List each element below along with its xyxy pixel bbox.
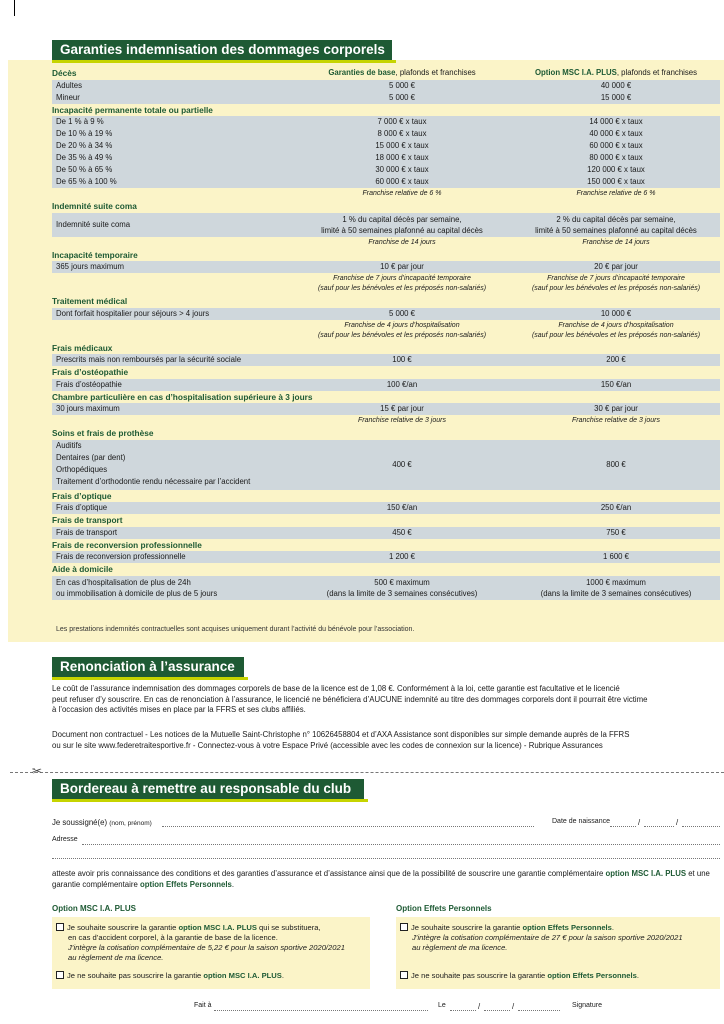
- soussigne-hint: (nom, prénom): [109, 820, 152, 827]
- option-text: .: [636, 971, 639, 980]
- table-footnote: Les prestations indemnités contractuelles sont acquises uniquement durant l’activité du bénévole pour l’association.: [56, 626, 415, 633]
- franchise-row: [52, 320, 720, 342]
- category-row: [52, 563, 720, 576]
- table-row: [52, 92, 720, 104]
- option-franchise: Franchise relative de 3 jours: [572, 417, 660, 424]
- option-text: .: [611, 923, 615, 932]
- option-value: 150 000 € x taux: [587, 177, 645, 186]
- place-field[interactable]: [214, 1010, 428, 1011]
- option-value: 800 €: [606, 459, 626, 469]
- row-label: Indemnité suite coma: [56, 219, 131, 229]
- attest-option-name: option MSC I.A. PLUS: [605, 869, 687, 878]
- section-title-renonciation: Renonciation à l’assurance: [52, 657, 244, 677]
- table-row: [52, 128, 720, 140]
- col-header-base: [292, 67, 512, 80]
- attest-option-name: option Effets Personnels: [139, 880, 232, 889]
- birth-year-field[interactable]: [682, 826, 720, 827]
- base-franchise: [292, 274, 512, 294]
- table-row: [52, 308, 720, 320]
- option-franchise-line: Franchise de 4 jours d’hospitalisation: [558, 321, 674, 329]
- attest-text: et une: [686, 869, 710, 878]
- category-label: Traitement médical: [52, 296, 128, 306]
- option-line: au règlement de ma licence.: [412, 943, 508, 952]
- row-label: De 1 % à 9 %: [56, 117, 104, 126]
- row-label: [56, 440, 250, 488]
- option-msc-yes[interactable]: [56, 923, 321, 933]
- base-value-line: 1 % du capital décès par semaine,: [342, 214, 462, 224]
- base-franchise: [292, 321, 512, 341]
- option-effets-title: Option Effets Personnels: [396, 904, 492, 913]
- option-name: option MSC I.A. PLUS: [203, 971, 282, 980]
- category-label: Indemnité suite coma: [52, 201, 137, 211]
- option-value: [512, 577, 720, 599]
- paragraph-line: à l’occasion des activités mises en place par la FFRS et ses clubs affiliés.: [52, 705, 306, 714]
- base-value: 30 000 € x taux: [375, 165, 429, 174]
- row-label: Dont forfait hospitalier pour séjours > 4 jours: [56, 308, 210, 318]
- option-line: J’intègre la cotisation complémentaire de 5,22 € pour la saison sportive 2020/2021: [68, 943, 345, 952]
- option-value: 10 000 €: [600, 308, 632, 318]
- franchise-row: [52, 237, 720, 249]
- renonciation-paragraph: [52, 684, 712, 716]
- date-separator: /: [512, 1002, 515, 1011]
- option-franchise: Franchise de 14 jours: [582, 238, 650, 246]
- cut-line: [10, 772, 724, 773]
- option-value-line: 2 % du capital décès par semaine,: [556, 214, 676, 224]
- category-label: Incapacité permanente totale ou partielle: [52, 104, 213, 115]
- option-value: 150 €/an: [600, 379, 632, 389]
- scissors-icon: ✂: [32, 764, 43, 778]
- franchise-row: [52, 188, 720, 200]
- row-label: [56, 577, 217, 599]
- option-msc-title: Option MSC I.A. PLUS: [52, 904, 136, 913]
- attest-text: atteste avoir pris connaissance des conditions et des garanties d’assurance et d’assistance ainsi que de la possibilité de souscrire une garantie complémentaire: [52, 869, 606, 878]
- option-franchise: [512, 321, 720, 341]
- option-effets-box: [396, 917, 720, 989]
- attest-text: garantie complémentaire: [52, 880, 140, 889]
- base-franchise-line: (sauf pour les bénévoles et les préposés non-salariés): [317, 331, 487, 339]
- option-franchise-line: (sauf pour les bénévoles et les préposés non-salariés): [531, 285, 701, 292]
- row-label-line: ou immobilisation à domicile de plus de 5 jours: [56, 588, 218, 598]
- attest-text: .: [231, 880, 234, 889]
- option-name: option MSC I.A. PLUS: [178, 923, 257, 932]
- franchise-row: [52, 273, 720, 295]
- base-value-line: 500 € maximum: [374, 577, 430, 587]
- paragraph-line: ou sur le site www.federetraitesportive.fr - Connectez-vous à votre Espace Privé (accessible avec les codes de connexion sur la licence) - Rubrique Assurances: [52, 740, 603, 750]
- row-label: De 10 % à 19 %: [56, 129, 113, 138]
- row-label: Frais d’ostéopathie: [56, 379, 122, 389]
- category-label: Aide à domicile: [52, 564, 113, 574]
- option-franchise-line: Franchise de 7 jours d’incapacité temporaire: [547, 275, 685, 282]
- option-text: Je souhaite souscrire la garantie: [411, 923, 523, 932]
- birth-day-field[interactable]: [610, 826, 636, 827]
- crop-mark: [14, 0, 15, 16]
- table-row: [52, 551, 720, 563]
- base-franchise: Franchise relative de 6 %: [362, 190, 442, 197]
- category-label: Incapacité temporaire: [52, 249, 138, 260]
- category-label: Frais d’optique: [52, 490, 112, 501]
- date-separator: /: [676, 818, 679, 827]
- table-row: [52, 152, 720, 164]
- checkbox[interactable]: [400, 923, 408, 931]
- table-row: [52, 176, 720, 188]
- row-label-line: En cas d’hospitalisation de plus de 24h: [56, 577, 191, 587]
- option-value: 60 000 € x taux: [589, 141, 643, 150]
- option-value: 40 000 € x taux: [589, 129, 643, 138]
- row-label: 365 jours maximum: [56, 262, 125, 271]
- base-franchise-line: Franchise de 4 jours d’hospitalisation: [344, 321, 460, 329]
- option-value: 120 000 € x taux: [587, 165, 645, 174]
- row-label: Mineur: [56, 92, 80, 102]
- category-row: [52, 104, 720, 117]
- paragraph-line: Document non contractuel - Les notices de la Mutuelle Saint-Christophe n° 10626458804 et d’AXA Assistance sont disponibles sur simple demande auprès de la FFRS: [52, 730, 630, 739]
- address-field-line2[interactable]: [52, 858, 720, 859]
- col-header-base-bold: Garanties de base: [328, 68, 396, 77]
- col-header-base-rest: , plafonds et franchises: [395, 68, 476, 77]
- row-label: De 50 % à 65 %: [56, 165, 113, 174]
- category-deces: Décès: [52, 68, 77, 78]
- row-label: Adultes: [56, 80, 83, 90]
- option-msc-no[interactable]: [56, 971, 284, 981]
- option-value: 40 000 €: [600, 80, 632, 90]
- table-row: [52, 354, 720, 366]
- paragraph-line: Le coût de l’assurance indemnisation des dommages corporels de base de la licence est de 1,08 €. Conformément à la loi, cette garantie est facultative et le licencié: [52, 684, 620, 693]
- col-header-option-bold: Option MSC I.A. PLUS: [534, 68, 617, 77]
- franchise-row: [52, 415, 720, 427]
- base-franchise-line: (sauf pour les bénévoles et les préposés non-salariés): [317, 285, 487, 292]
- signature-label: Signature: [572, 1002, 602, 1009]
- table-row: [52, 140, 720, 152]
- base-value: 400 €: [392, 459, 412, 469]
- table-header-row: [52, 67, 720, 80]
- row-label-line: Orthopédiques: [56, 464, 108, 474]
- row-label: Frais de reconversion professionnelle: [56, 552, 186, 561]
- base-value: 5 000 €: [388, 80, 415, 90]
- category-row: [52, 539, 720, 552]
- row-label: Frais de transport: [56, 527, 118, 537]
- category-label: Frais de transport: [52, 515, 123, 525]
- table-row: [52, 440, 720, 490]
- option-value: 14 000 € x taux: [589, 117, 643, 126]
- table-row: [52, 80, 720, 92]
- base-value-line: limité à 50 semaines plafonné au capital décès: [321, 225, 483, 235]
- checkbox[interactable]: [400, 971, 408, 979]
- category-row: [52, 490, 720, 503]
- category-label: Soins et frais de prothèse: [52, 428, 154, 438]
- attestation-line: [52, 879, 722, 890]
- option-line: au règlement de ma licence.: [68, 953, 164, 962]
- date-naissance-label: Date de naissance: [552, 818, 610, 825]
- base-value: 10 € par jour: [380, 262, 424, 271]
- option-value: 15 000 €: [600, 92, 632, 102]
- category-label: Frais de reconversion professionnelle: [52, 539, 202, 550]
- category-row: [52, 391, 720, 404]
- table-row: [52, 502, 720, 514]
- row-label: Frais d’optique: [56, 503, 108, 512]
- option-value: [512, 214, 720, 236]
- date-separator: /: [638, 818, 641, 827]
- base-value: 450 €: [392, 527, 412, 537]
- section-title-garanties: Garanties indemnisation des dommages corporels: [52, 40, 392, 60]
- option-value-line: limité à 50 semaines plafonné au capital décès: [535, 225, 697, 235]
- adresse-label: Adresse: [52, 836, 78, 843]
- category-label: Chambre particulière en cas d’hospitalisation supérieure à 3 jours: [52, 391, 313, 402]
- option-effets-no[interactable]: [400, 971, 639, 981]
- soussigne-label: [52, 818, 152, 827]
- row-label: De 65 % à 100 %: [56, 177, 117, 186]
- option-name: option Effets Personnels: [547, 971, 637, 980]
- attestation-line: [52, 868, 722, 879]
- option-text: .: [281, 971, 284, 980]
- sign-day-field[interactable]: [450, 1010, 476, 1011]
- base-value: [292, 577, 512, 599]
- category-label: Frais d’ostéopathie: [52, 367, 129, 377]
- table-row: [52, 379, 720, 391]
- base-value: 15 € par jour: [380, 404, 424, 413]
- base-value: 18 000 € x taux: [375, 153, 429, 162]
- base-value: 100 €: [392, 355, 412, 364]
- col-header-option-rest: , plafonds et franchises: [616, 68, 698, 77]
- category-label: Frais médicaux: [52, 342, 113, 353]
- row-label: De 35 % à 49 %: [56, 153, 113, 162]
- option-value: 20 € par jour: [594, 262, 638, 271]
- base-value: 150 €/an: [386, 503, 418, 512]
- row-label: De 20 % à 34 %: [56, 141, 113, 150]
- row-label-line: Auditifs: [56, 440, 82, 450]
- option-franchise-line: (sauf pour les bénévoles et les préposés non-salariés): [531, 331, 701, 339]
- base-value: 7 000 € x taux: [377, 117, 427, 126]
- row-label-line: Traitement d’orthodontie rendu nécessaire par l’accident: [56, 476, 251, 486]
- table-row: [52, 576, 720, 600]
- option-text: Je ne souhaite pas souscrire la garantie: [411, 971, 548, 980]
- section-title-bordereau: Bordereau à remettre au responsable du club: [52, 779, 364, 799]
- base-franchise-line: Franchise de 7 jours d’incapacité temporaire: [333, 275, 471, 282]
- option-value: 200 €: [606, 355, 626, 364]
- category-row: [52, 427, 720, 440]
- option-value: 30 € par jour: [594, 404, 638, 413]
- option-msc-box: [52, 917, 370, 989]
- option-value-line: (dans la limite de 3 semaines consécutives): [540, 588, 692, 598]
- option-text: Je souhaite souscrire la garantie: [67, 923, 179, 932]
- row-label: 30 jours maximum: [56, 404, 120, 413]
- category-row: [52, 342, 720, 355]
- base-value: [292, 214, 512, 236]
- option-value: 80 000 € x taux: [589, 153, 643, 162]
- checkbox[interactable]: [56, 923, 64, 931]
- base-value: 8 000 € x taux: [377, 129, 427, 138]
- base-value: 15 000 € x taux: [375, 141, 429, 150]
- base-value: 1 200 €: [388, 552, 415, 561]
- document-notice: [52, 730, 712, 751]
- base-value: 5 000 €: [388, 92, 415, 102]
- option-text: Je ne souhaite pas souscrire la garantie: [67, 971, 204, 980]
- option-text: qui se substituera,: [256, 923, 321, 932]
- date-separator: /: [478, 1002, 481, 1011]
- category-row: [52, 366, 720, 379]
- category-row: [52, 295, 720, 308]
- option-value-line: 1000 € maximum: [586, 577, 646, 587]
- col-header-option: [512, 67, 720, 80]
- option-value: 1 600 €: [602, 552, 629, 561]
- option-line: en cas d’accident corporel, à la garantie de base de la licence.: [68, 933, 278, 942]
- option-line: J’intègre la cotisation complémentaire de 27 € pour la saison sportive 2020/2021: [412, 933, 683, 942]
- table-row: [52, 164, 720, 176]
- option-value: 750 €: [606, 527, 626, 537]
- attestation-text: [52, 868, 722, 890]
- base-value: 100 €/an: [386, 379, 418, 389]
- option-value: 250 €/an: [600, 503, 632, 512]
- category-row: [52, 249, 720, 262]
- row-label: Prescrits mais non remboursés par la sécurité sociale: [56, 355, 242, 364]
- option-effets-yes[interactable]: [400, 923, 614, 933]
- sign-year-field[interactable]: [518, 1010, 560, 1011]
- base-value: 60 000 € x taux: [375, 177, 429, 186]
- table-row: [52, 213, 720, 237]
- table-row: [52, 527, 720, 539]
- fait-a-label: Fait à: [194, 1002, 212, 1009]
- name-field[interactable]: [162, 826, 534, 827]
- option-franchise: Franchise relative de 6 %: [576, 190, 656, 197]
- guarantees-table: [52, 67, 720, 600]
- option-franchise: [512, 274, 720, 294]
- base-franchise: Franchise relative de 3 jours: [358, 417, 446, 424]
- sign-month-field[interactable]: [484, 1010, 510, 1011]
- row-label-line: Dentaires (par dent): [56, 452, 126, 462]
- base-franchise: Franchise de 14 jours: [368, 238, 436, 246]
- checkbox[interactable]: [56, 971, 64, 979]
- base-value: 5 000 €: [388, 308, 415, 318]
- category-row: [52, 200, 720, 213]
- le-label: Le: [438, 1002, 446, 1009]
- base-value-line: (dans la limite de 3 semaines consécutives): [326, 588, 478, 598]
- paragraph-line: peut refuser d’y souscrire. En cas de renonciation à l’assurance, le licencié ne bénéficiera d’AUCUNE indemnité au titre des dommages corporels dont il pourrait être victime: [52, 694, 648, 704]
- address-field[interactable]: [82, 844, 720, 845]
- soussigne-text: Je soussigné(e): [52, 818, 108, 827]
- option-name: option Effets Personnels: [522, 923, 612, 932]
- table-row: [52, 403, 720, 415]
- birth-month-field[interactable]: [644, 826, 674, 827]
- table-row: [52, 116, 720, 128]
- category-row: [52, 514, 720, 527]
- table-row: [52, 261, 720, 273]
